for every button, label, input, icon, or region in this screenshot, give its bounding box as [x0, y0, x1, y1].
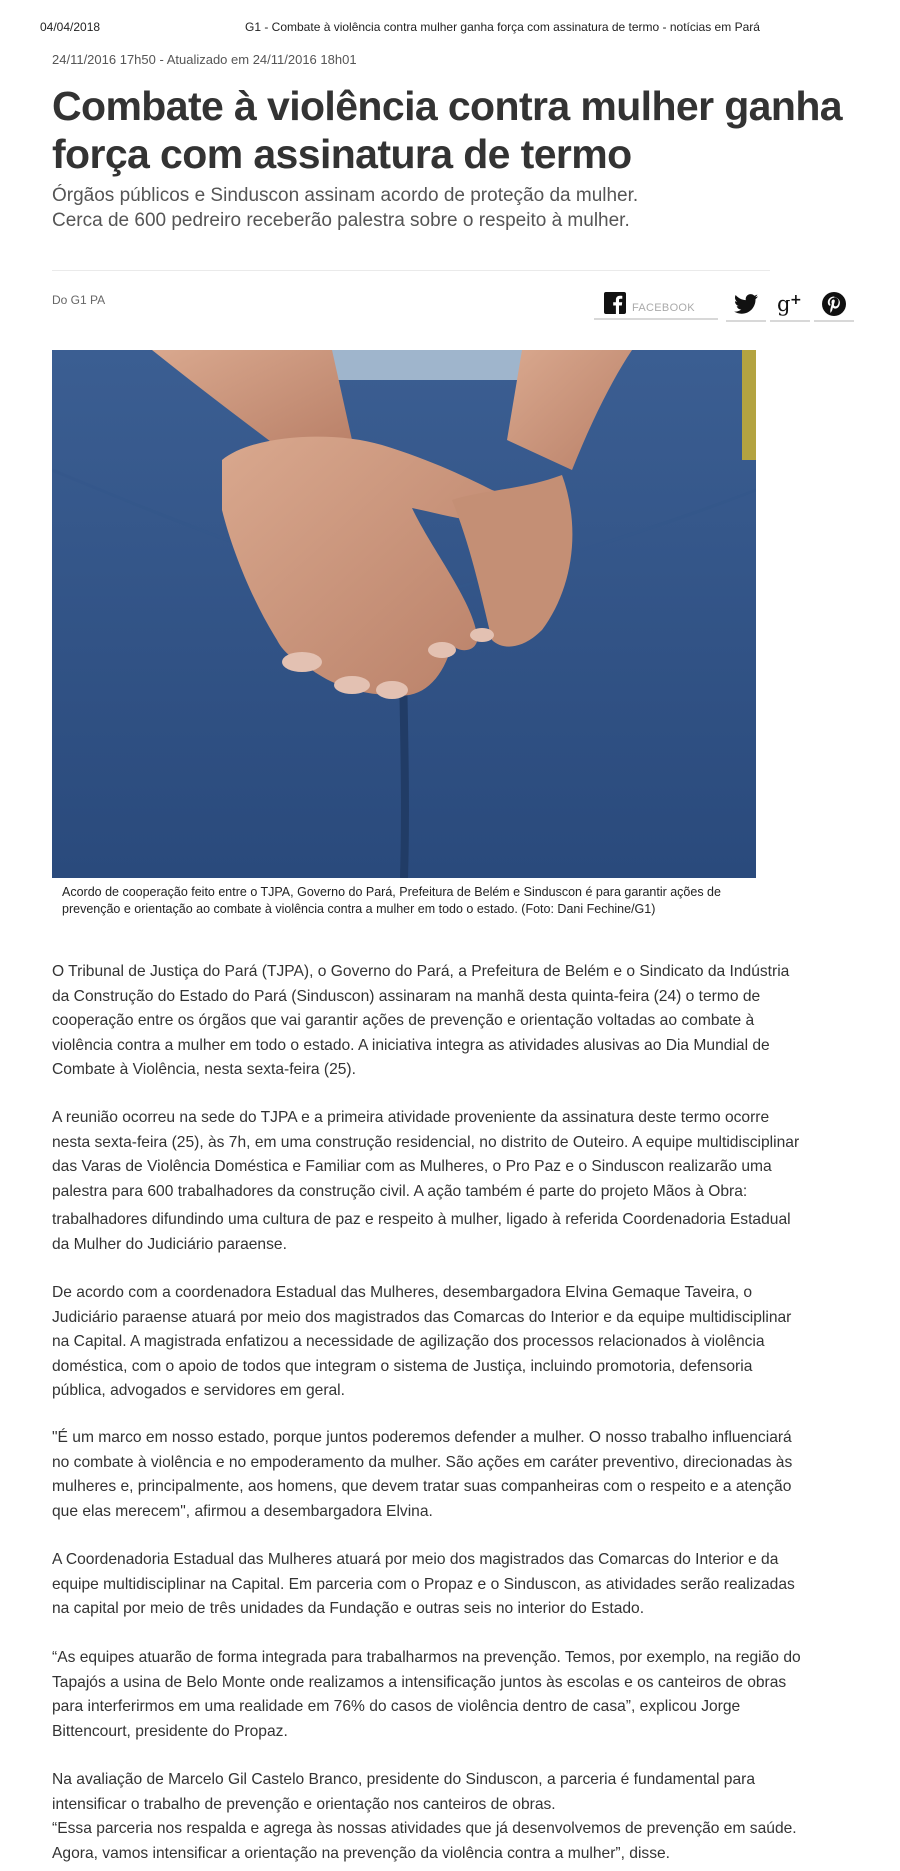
- article-paragraph: [52, 1548, 842, 1622]
- paragraph-line: palestra para 600 trabalhadores da construção civil. A ação também é parte do projeto Mãos à Obra:: [52, 1182, 748, 1200]
- paragraph-line: De acordo com a coordenadora Estadual das Mulheres, desembargadora Elvina Gemaque Taveira, o: [52, 1284, 753, 1301]
- article-paragraph: [52, 1281, 842, 1404]
- svg-text:g: g: [777, 292, 791, 316]
- header-divider: [52, 270, 770, 271]
- paragraph-line: Agora, vamos intensificar a orientação na prevenção da violência contra a mulher”, disse.: [52, 1844, 671, 1862]
- svg-text:+: +: [790, 292, 802, 308]
- google-plus-share-button[interactable]: [770, 288, 810, 322]
- article-paragraph: [52, 1768, 842, 1866]
- paragraph-line: Combate à Violência, nesta sexta-feira (25).: [52, 1061, 356, 1078]
- paragraph-line: trabalhadores difundindo uma cultura de paz e respeito à mulher, ligado à referida Coordenadoria Estadual: [52, 1211, 791, 1228]
- article-paragraph: [52, 1426, 842, 1524]
- pinterest-icon: [822, 292, 846, 316]
- paragraph-line: cooperação entre os órgãos que vai garantir ações de prevenção e orientação voltadas ao combate à: [52, 1012, 755, 1029]
- paragraph-line: na capital por meio de três unidades da Fundação e outras seis no interior do Estado.: [52, 1600, 645, 1617]
- article-paragraph: [52, 1646, 842, 1744]
- paragraph-line: violência contra a mulher em todo o estado. A iniciativa integra as atividades alusivas ao Dia Mundial de: [52, 1036, 770, 1054]
- subtitle-line: Cerca de 600 pedreiro receberão palestra sobre o respeito à mulher.: [52, 210, 630, 231]
- paragraph-line: Na avaliação de Marcelo Gil Castelo Branco, presidente do Sinduscon, a parceria é fundamental para: [52, 1771, 755, 1788]
- paragraph-line: O Tribunal de Justiça do Pará (TJPA), o Governo do Pará, a Prefeitura de Belém e o Sindicato da Indústria: [52, 963, 790, 980]
- facebook-icon: [604, 292, 626, 314]
- paragraph-line: Tapajós a usina de Belo Monte onde realizamos a intensificação juntos às escolas e os canteiros de obras: [52, 1673, 787, 1691]
- paragraph-line: "É um marco em nosso estado, porque juntos poderemos defender a mulher. O nosso trabalho influenciará: [52, 1429, 792, 1446]
- article-paragraph: [52, 960, 842, 1083]
- paragraph-line: das Varas de Violência Doméstica e Familiar com as Mulheres, o Pro Paz e o Sinduscon realizarão uma: [52, 1158, 772, 1175]
- paragraph-line: A Coordenadoria Estadual das Mulheres atuará por meio dos magistrados das Comarcas do Interior e da: [52, 1551, 779, 1568]
- print-page-title: G1 - Combate à violência contra mulher ganha força com assinatura de termo - notícias em Pará: [245, 20, 760, 34]
- print-date: 04/04/2018: [40, 20, 101, 34]
- paragraph-line: “Essa parceria nos respalda e agrega às nossas atividades que já desenvolvemos de prevenção em saúde.: [52, 1820, 797, 1837]
- pinterest-share-button[interactable]: [814, 288, 854, 322]
- paragraph-line: intensificar o trabalho de prevenção e orientação nos canteiros de obras.: [52, 1795, 556, 1813]
- article-photo: [52, 350, 756, 878]
- paragraph-line: Judiciário paraense atuará por meio dos magistrados das Comarcas do Interior e da equipe multidisciplinar: [52, 1308, 792, 1326]
- twitter-icon: [734, 294, 758, 314]
- paragraph-line: para interferirmos em uma realidade em 76% do casos de violência dentro de casa”, explicou Jorge: [52, 1698, 741, 1715]
- article-paragraph: [52, 1106, 842, 1257]
- paragraph-line: pública, advogados e servidores em geral.: [52, 1382, 345, 1399]
- facebook-share-label: FACEBOOK: [632, 302, 695, 314]
- headline-line: força com assinatura de termo: [52, 131, 632, 177]
- paragraph-line: nesta sexta-feira (25), às 7h, em uma construção residencial, no distrito de Outeiro. A equipe multidisciplinar: [52, 1133, 800, 1151]
- subtitle-line: Órgãos públicos e Sinduscon assinam acordo de proteção da mulher.: [52, 185, 639, 206]
- article-headline: [52, 82, 842, 178]
- caption-line: Acordo de cooperação feito entre o TJPA, Governo do Pará, Prefeitura de Belém e Sinduscon é para garantir ações de: [62, 885, 721, 899]
- paragraph-line: da Construção do Estado do Pará (Sinduscon) assinaram na manhã desta quinta-feira (24) o termo de: [52, 987, 761, 1005]
- caption-line: prevenção e orientação ao combate à violência contra a mulher em todo o estado. (Foto: Dani Fechine/G1): [62, 902, 656, 916]
- headline-line: Combate à violência contra mulher ganha: [52, 83, 842, 129]
- print-header: [40, 18, 860, 34]
- photo-caption: [62, 884, 792, 918]
- google-plus-icon: [776, 292, 804, 316]
- paragraph-line: “As equipes atuarão de forma integrada para trabalharmos na prevenção. Temos, por exemplo, na região do: [52, 1649, 801, 1666]
- paragraph-line: equipe multidisciplinar na Capital. Em parceria com o Propaz e o Sinduscon, as atividades serão realizadas: [52, 1575, 795, 1593]
- paragraph-line: da Mulher do Judiciário paraense.: [52, 1235, 287, 1253]
- paragraph-line: Bittencourt, presidente do Propaz.: [52, 1722, 288, 1740]
- paragraph-line: na Capital. A magistrada enfatizou a necessidade de agilização dos processos relacionados à violência: [52, 1333, 765, 1350]
- article-source: Do G1 PA: [52, 293, 106, 307]
- twitter-share-button[interactable]: [726, 288, 766, 322]
- paragraph-line: no combate à violência e no empoderamento da mulher. São ações em caráter preventivo, direcionadas às: [52, 1453, 793, 1471]
- article-subtitle: [52, 183, 812, 233]
- paragraph-line: A reunião ocorreu na sede do TJPA e a primeira atividade proveniente da assinatura deste termo ocorre: [52, 1109, 770, 1126]
- paragraph-line: mulheres e, principalmente, aos homens, que devem tratar suas companheiras com o respeito e a atenção: [52, 1478, 792, 1495]
- article-timestamp: 24/11/2016 17h50 - Atualizado em 24/11/2016 18h01: [52, 52, 357, 67]
- paragraph-line: doméstica, com o apoio de todos que integram o sistema de Justiça, incluindo promotoria, defensoria: [52, 1357, 753, 1375]
- paragraph-line: que elas merecem", afirmou a desembargadora Elvina.: [52, 1502, 433, 1520]
- facebook-share-button[interactable]: [594, 288, 718, 320]
